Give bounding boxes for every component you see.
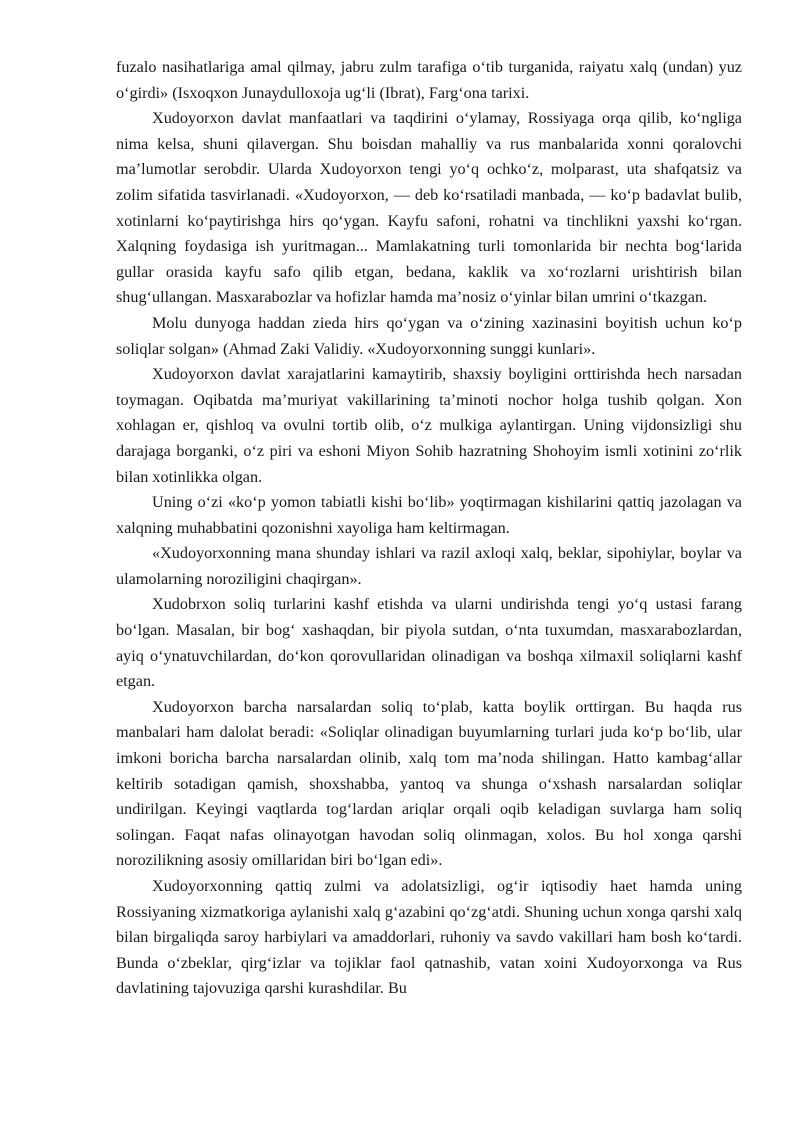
paragraph-5: Uning o‘zi «ko‘p yomon tabiatli kishi bo‘lib» yoqtirmagan kishilarini qattiq jazolagan va xalqning muhabbatini qozonishni xayoliga ham keltirmagan. [116, 493, 742, 537]
paragraph-7: Xudobrxon soliq turlarini kashf etishda va ularni undirishda tengi yo‘q ustasi farang bo‘lgan. Masalan, bir bog‘ xashaqdan, bir piyola sutdan, o‘nta tuxumdan, masxarabozlardan, ayiq o‘ynatuvchilardan, do‘kon qorovullaridan olinadigan va boshqa xilmaxil soliqlarni kashf etgan. [116, 595, 742, 691]
paragraph-9: Xudoyorxonning qattiq zulmi va adolatsizligi, og‘ir iqtisodiy haet hamda uning Rossiyaning xizmatkoriga aylanishi xalq g‘azabini qo‘zg‘atdi. Shuning uchun xonga qarshi xalq bilan birgaliqda saroy harbiylari va amaddorlari, ruhoniy va savdo vakillari ham bosh ko‘tardi. Bunda o‘zbeklar, qirg‘izlar va tojiklar faol qatnashib, vatan xoini Xudoyorxonga va Rus davlatining tajovuziga qarshi kurashdilar. Bu [116, 877, 742, 998]
document-page [116, 55, 742, 1002]
paragraph-6: «Xudoyorxonning mana shunday ishlari va razil axloqi xalq, beklar, sipohiylar, boylar va ulamolarning noroziligini chaqirgan». [116, 544, 742, 588]
paragraph-3: Molu dunyoga haddan zieda hirs qo‘ygan va o‘zining xazinasini boyitish uchun ko‘p soliqlar solgan» (Ahmad Zaki Validiy. «Xudoyorxonning sunggi kunlari». [116, 313, 742, 358]
paragraph-8: Xudoyorxon barcha narsalardan soliq to‘plab, katta boylik orttirgan. Bu haqda rus manbalari ham dalolat beradi: «Soliqlar olinadigan buyumlarning turlari juda ko‘p bo‘lib, ular imkoni boricha barcha narsalardan olinib, xalq tom ma’noda shilingan. Hatto kambag‘allar keltirib sotadigan qamish, shoxshabba, yantoq va shunga o‘xshash narsalardan soliqlar undirilgan. Keyingi vaqtlarda tog‘lardan ariqlar orqali oqib keladigan suvlarga ham soliq solingan. Faqat nafas olinayotgan havodan soliq olinmagan, xolos. Bu hol xonga qarshi norozilikning asosiy omillaridan biri bo‘lgan edi». [116, 697, 742, 870]
paragraph-1: fuzalo nasihatlariga amal qilmay, jabru zulm tarafiga o‘tib turganida, raiyatu xalq (undan) yuz o‘girdi» (Isxoqxon Junaydulloxoja ug‘li (Ibrat), Farg‘ona tarixi. [116, 58, 742, 102]
paragraph-2: Xudoyorxon davlat manfaatlari va taqdirini o‘ylamay, Rossiyaga orqa qilib, ko‘ngliga nima kelsa, shuni qilavergan. Shu boisdan mahalliy va rus manbalarida xonni qoralovchi ma’lumotlar serobdir. Ularda Xudoyorxon tengi yo‘q ochko‘z, molparast, uta shafqatsiz va zolim sifatida tasvirlanadi. «Xudoyorxon, — deb ko‘rsatiladi manbada, — ko‘p badavlat bulib, xotinlarni ko‘paytirishga hirs qo‘ygan. Kayfu safoni, rohatni va tinchlikni yaxshi ko‘rgan. Xalqning foydasiga ish yuritmagan... Mamlakatning turli tomonlarida bir nechta bog‘larida gullar orasida kayfu safo qilib etgan, bedana, kaklik va xo‘rozlarni urishtirish bilan shug‘ullangan. Masxarabozlar va hofizlar hamda ma’nosiz o‘yinlar bilan umrini o‘tkazgan. [116, 109, 742, 307]
paragraph-4: Xudoyorxon davlat xarajatlarini kamaytirib, shaxsiy boyligini orttirishda hech narsadan toymagan. Oqibatda ma’muriyat vakillarining ta’minoti nochor holga tushib qolgan. Xon xohlagan er, qishloq va ovulni tortib olib, o‘z mulkiga aylantirgan. Uning vijdonsizligi shu darajaga borganki, o‘z piri va eshoni Miyon Sohib hazratning Shohoyim ismli xotinini zo‘rlik bilan xotinlikka olgan. [116, 365, 742, 486]
